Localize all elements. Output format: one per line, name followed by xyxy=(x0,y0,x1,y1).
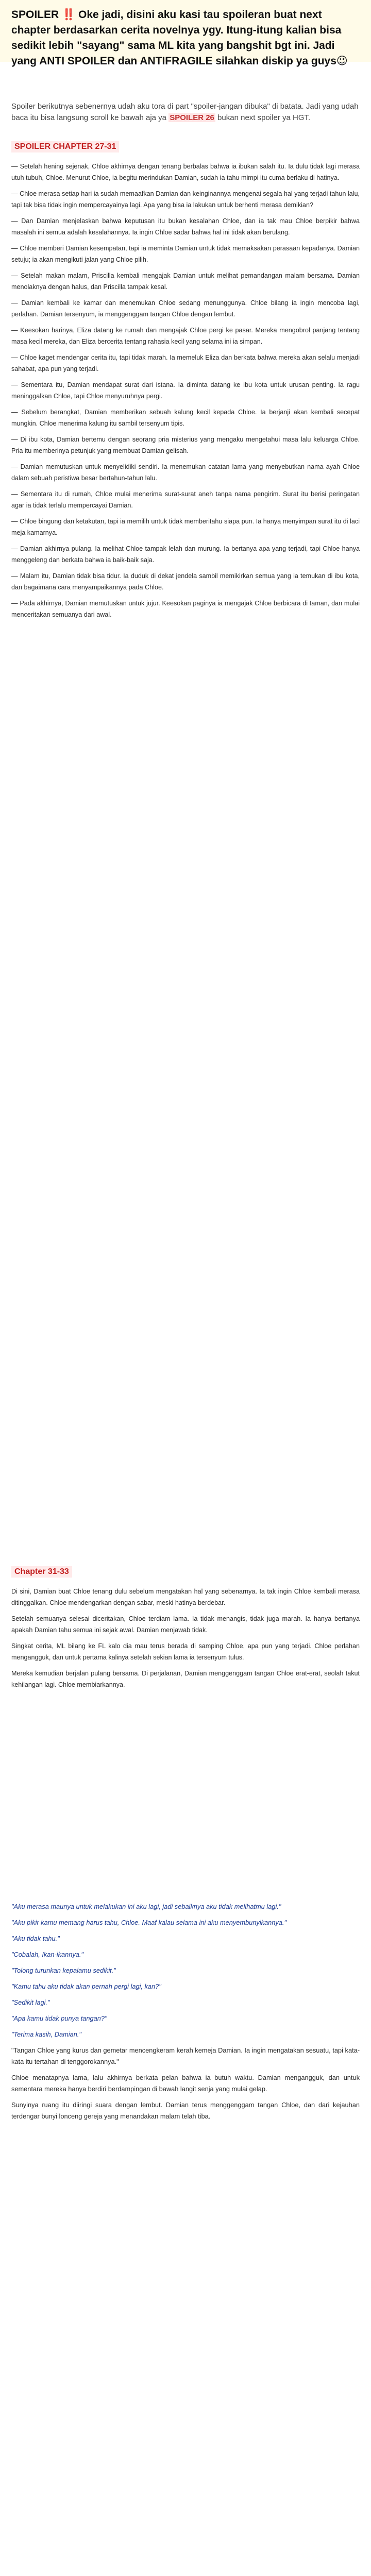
chapter-27-body xyxy=(11,161,360,625)
chapter-27-paragraph: — Chloe memberi Damian kesempatan, tapi ia meminta Damian untuk tidak memaksakan perasaan kepadanya. Damian setuju; ia akan mengikuti jalan yang Chloe pilih. xyxy=(11,245,360,263)
chapter-31-body xyxy=(11,1586,360,1695)
dialog-line: "Tangan Chloe yang kurus dan gemetar mencengkeram kerah kemeja Damian. Ia ingin mengatakan sesuatu, tapi kata-kata itu tertahan di tenggorokannya." xyxy=(11,2046,360,2065)
dialog-line: "Aku pikir kamu memang harus tahu, Chloe. Maaf kalau selama ini aku menyembunyikannya." xyxy=(11,1919,287,1926)
dialog-line: "Cobalah, Ikan-ikannya." xyxy=(11,1951,83,1958)
spoiler-warning-section xyxy=(0,0,371,67)
chapter-31-paragraph: Setelah semuanya selesai diceritakan, Chloe terdiam lama. Ia tidak menangis, tidak juga marah. Ia hanya bertanya apakah Damian tahu semua ini sejak awal. Damian menjawab tidak. xyxy=(11,1615,360,1634)
chapter-27-paragraph: — Di ibu kota, Damian bertemu dengan seorang pria misterius yang mengaku mengetahui masa lalu keluarga Chloe. Pria itu memberinya petunjuk yang membuat Damian gelisah. xyxy=(11,436,360,454)
dialog-line: Chloe menatapnya lama, lalu akhirnya berkata pelan bahwa ia butuh waktu. Damian mengangguk, dan untuk sementara mereka hanya berdiri berdampingan di bawah langit senja yang mulai gelap. xyxy=(11,2074,360,2093)
spoiler-warning-text: SPOILER ‼️ Oke jadi, disini aku kasi tau spoileran buat next chapter berdasarkan cerita novelnya ygy. Itung-itung kalian bisa sedikit lebih "sayang" sama ML kita yang bangshit bgt ini. Jadi yang ANTI SPOILER dan ANTIFRAGILE silahkan diskip ya guys😉 xyxy=(11,9,348,67)
chapter-27-paragraph: — Sebelum berangkat, Damian memberikan sebuah kalung kecil kepada Chloe. Ia berjanji akan kembali secepat mungkin. Chloe menerima kalung itu sambil tersenyum tipis. xyxy=(11,409,360,427)
dialog-line: Sunyinya ruang itu diiringi suara dengan lembut. Damian terus menggenggam tangan Chloe, dan dari kejauhan terdengar bunyi lonceng gereja yang menandakan malam telah tiba. xyxy=(11,2101,360,2120)
preamble-text: Spoiler berikutnya sebenernya udah aku tora di part "spoiler-jangan dibuka" di batata. Jadi yang udah baca itu bisa langsung scroll ke bawah aja ya xyxy=(11,102,359,122)
chapter-27-paragraph: — Damian akhirnya pulang. Ia melihat Chloe tampak lelah dan murung. Ia bertanya apa yang terjadi, tapi Chloe hanya menggeleng dan berkata bahwa ia baik-baik saja. xyxy=(11,545,360,564)
dialog-line: "Aku merasa maunya untuk melakukan ini aku lagi, jadi sebaiknya aku tidak melihatmu lagi." xyxy=(11,1903,281,1910)
chapter-31-heading: Chapter 31-33 xyxy=(11,1566,72,1578)
chapter-27-paragraph: — Setelah hening sejenak, Chloe akhirnya dengan tenang berbalas bahwa ia ibukan salah itu. Ia dulu tidak lagi merasa utuh tubuh, Chloe. Menurut Chloe, ia begitu merindukan Damian, sudah ia tahu mimpi itu cuma berlaku di hatinya. xyxy=(11,163,360,181)
preamble-text-after: bukan next spoiler ya HGT. xyxy=(217,113,311,122)
chapter-27-paragraph: — Sementara itu di rumah, Chloe mulai menerima surat-surat aneh tanpa nama pengirim. Surat itu berisi peringatan agar ia tidak terlalu mempercayai Damian. xyxy=(11,490,360,509)
chapter-27-paragraph: — Chloe merasa setiap hari ia sudah memaafkan Damian dan keinginannya mengenai segala hal yang terjadi tahun lalu, tapi tak bisa tidak ingin mempercayainya lagi. Apa yang bisa ia lakukan untuk berhenti merasa demikian? xyxy=(11,190,360,209)
chapter-27-paragraph: — Keesokan harinya, Eliza datang ke rumah dan mengajak Chloe pergi ke pasar. Mereka mengobrol panjang tentang masa kecil mereka, dan Eliza bercerita tentang rahasia kecil yang selama ini ia simpan. xyxy=(11,327,360,345)
chapter-27-paragraph: — Chloe bingung dan ketakutan, tapi ia memilih untuk tidak memberitahu siapa pun. Ia hanya menyimpan surat itu di laci meja kamarnya. xyxy=(11,518,360,536)
chapter-27-paragraph: — Dan Damian menjelaskan bahwa keputusan itu bukan kesalahan Chloe, dan ia tak mau Chloe berpikir bahwa masalah ini semua adalah kesalahannya. Ia ingin Chloe sadar bahwa hal ini tidak akan berulang. xyxy=(11,217,360,236)
chapter-27-paragraph: — Malam itu, Damian tidak bisa tidur. Ia duduk di dekat jendela sambil memikirkan semua yang ia temukan di ibu kota, dan bagaimana cara menyampaikannya pada Chloe. xyxy=(11,572,360,591)
dialog-line: "Aku tidak tahu." xyxy=(11,1935,60,1942)
dialog-line: "Terima kasih, Damian." xyxy=(11,2030,81,2038)
dialog-line: "Sedikit lagi." xyxy=(11,1998,50,2006)
chapter-27-paragraph: — Damian memutuskan untuk menyelidiki sendiri. Ia menemukan catatan lama yang menyebutkan nama ayah Chloe dalam sebuah peristiwa besar bertahun-tahun lalu. xyxy=(11,463,360,482)
chapter-27-paragraph: — Damian kembali ke kamar dan menemukan Chloe sedang menunggunya. Chloe bilang ia ingin mencoba lagi, perlahan. Damian tersenyum, ia menggenggam tangan Chloe dengan lembut. xyxy=(11,299,360,318)
chapter-31-paragraph: Mereka kemudian berjalan pulang bersama. Di perjalanan, Damian menggenggam tangan Chloe erat-erat, seolah takut kehilangan lagi. Chloe membiarkannya. xyxy=(11,1670,360,1688)
chapter-31-paragraph: Singkat cerita, ML bilang ke FL kalo dia mau terus berada di samping Chloe, apa pun yang terjadi. Chloe perlahan mengangguk, dan untuk pertama kalinya setelah sekian lama ia tersenyum tulus. xyxy=(11,1642,360,1661)
spoiler-warning xyxy=(11,7,360,69)
preamble-highlight: SPOILER 26 xyxy=(170,113,214,122)
preamble xyxy=(11,101,360,124)
chapter-27-paragraph: — Pada akhirnya, Damian memutuskan untuk jujur. Keesokan paginya ia mengajak Chloe berbicara di taman, dan mulai menceritakan semuanya dari awal. xyxy=(11,600,360,618)
dialog-line: "Kamu tahu aku tidak akan pernah pergi lagi, kan?" xyxy=(11,1982,161,1990)
chapter-27-paragraph: — Setelah makan malam, Priscilla kembali mengajak Damian untuk melihat pemandangan malam bersama. Damian menolaknya dengan halus, dan Priscilla tampak kesal. xyxy=(11,272,360,291)
chapter-27-heading: SPOILER CHAPTER 27-31 xyxy=(11,141,119,152)
dialog-block xyxy=(11,1901,360,2127)
dialog-line: "Tolong turunkan kepalamu sedikit." xyxy=(11,1967,116,1974)
dialog-line: "Apa kamu tidak punya tangan?" xyxy=(11,2014,107,2022)
chapter-31-paragraph: Di sini, Damian buat Chloe tenang dulu sebelum mengatakan hal yang sebenarnya. Ia tak ingin Chloe kembali merasa ditinggalkan. Chloe mendengarkan dengan sabar, meski hatinya berdebar. xyxy=(11,1588,360,1606)
chapter-27-paragraph: — Chloe kaget mendengar cerita itu, tapi tidak marah. Ia memeluk Eliza dan berkata bahwa mereka akan selalu menjadi sahabat, apa pun yang terjadi. xyxy=(11,354,360,372)
chapter-27-paragraph: — Sementara itu, Damian mendapat surat dari istana. Ia diminta datang ke ibu kota untuk urusan penting. Ia ragu meninggalkan Chloe, tapi Chloe menyuruhnya pergi. xyxy=(11,381,360,400)
